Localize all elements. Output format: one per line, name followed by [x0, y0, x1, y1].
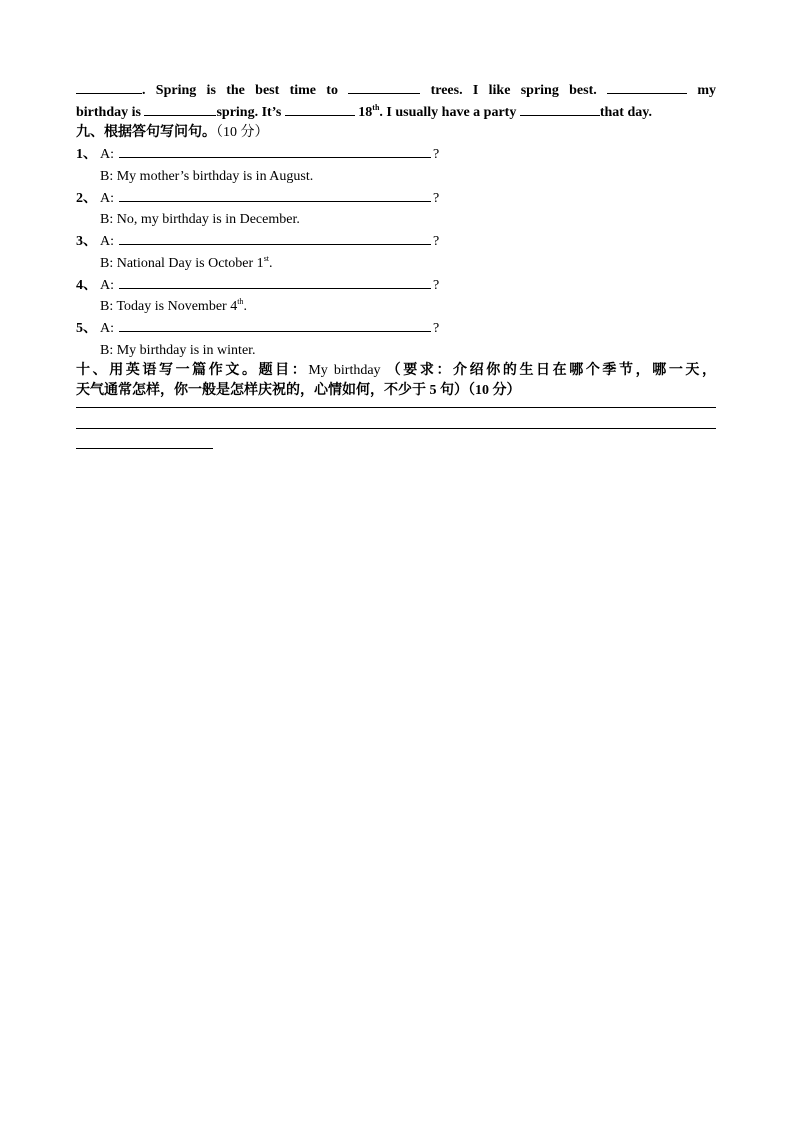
- section-title: 十、用英语写一篇作文。题目：: [76, 362, 309, 378]
- fill-blank[interactable]: [348, 79, 420, 94]
- passage-text: . I usually have a party: [379, 105, 517, 120]
- essay-requirements: （要求：介绍你的生日在哪个季节，哪一天，: [386, 362, 717, 378]
- ordinal-suffix: st: [263, 253, 270, 263]
- section-10-heading: [76, 361, 716, 381]
- question-mark: ?: [433, 234, 440, 249]
- essay-writing-line[interactable]: [76, 448, 213, 449]
- answer-blank[interactable]: [119, 187, 431, 202]
- passage-text: that day.: [599, 105, 652, 120]
- question-line: [76, 230, 716, 253]
- fill-blank[interactable]: [285, 101, 355, 116]
- section-9-heading: [76, 123, 716, 143]
- question-item: [76, 143, 716, 187]
- question-list: [76, 143, 716, 361]
- answer-line: [76, 253, 716, 274]
- answer-text: B: My birthday is in winter.: [100, 342, 256, 358]
- question-item: [76, 187, 716, 231]
- fill-blank[interactable]: [607, 79, 687, 94]
- fill-blank[interactable]: [144, 101, 216, 116]
- speaker-label: A:: [100, 190, 114, 206]
- question-number: 1、: [76, 147, 97, 162]
- answer-line: [76, 296, 716, 317]
- ordinal-suffix: th: [237, 297, 244, 306]
- answer-blank[interactable]: [119, 274, 431, 289]
- answer-text: B: No, my birthday is in December.: [100, 212, 300, 227]
- question-mark: ?: [433, 147, 440, 162]
- question-mark: ?: [433, 190, 440, 206]
- answer-line: [76, 166, 716, 187]
- question-line: [76, 274, 716, 297]
- essay-topic: My birthday: [308, 362, 381, 378]
- essay-writing-line[interactable]: [76, 428, 716, 429]
- question-mark: ?: [433, 321, 440, 336]
- passage-text: my: [697, 83, 717, 98]
- section-10-requirements: [76, 381, 716, 401]
- section-score: （10 分）: [216, 125, 269, 140]
- ordinal-suffix: th: [372, 103, 380, 112]
- question-number: 2、: [76, 190, 97, 206]
- answer-tail: .: [269, 255, 273, 271]
- passage-text: 18: [358, 105, 373, 120]
- passage-text: trees. I like spring best.: [430, 83, 597, 98]
- answer-blank[interactable]: [119, 230, 431, 245]
- passage-text: . Spring is the best time to: [142, 83, 338, 98]
- question-mark: ?: [433, 277, 440, 293]
- question-line: [76, 143, 716, 166]
- essay-requirements-cont: 天气通常怎样，你一般是怎样庆祝的，心情如何，不少于 5 句）（10 分）: [76, 382, 521, 398]
- answer-text: B: National Day is October 1: [100, 255, 264, 271]
- answer-text: B: Today is November 4: [100, 299, 238, 314]
- answer-blank[interactable]: [119, 143, 431, 158]
- question-item: [76, 317, 716, 361]
- passage-line-2: [76, 101, 716, 123]
- question-number: 5、: [76, 321, 97, 336]
- passage-text: spring. It’s: [216, 105, 282, 120]
- answer-blank[interactable]: [119, 317, 431, 332]
- content-area: [76, 79, 716, 401]
- essay-writing-line[interactable]: [76, 407, 716, 408]
- answer-tail: .: [243, 299, 247, 314]
- fill-blank[interactable]: [76, 79, 142, 94]
- speaker-label: A:: [100, 147, 114, 162]
- question-item: [76, 274, 716, 318]
- section-title: 九、根据答句写问句。: [76, 125, 216, 140]
- speaker-label: A:: [100, 321, 114, 336]
- passage-text: birthday is: [76, 105, 141, 120]
- question-item: [76, 230, 716, 274]
- speaker-label: A:: [100, 234, 114, 249]
- fill-blank[interactable]: [520, 101, 600, 116]
- question-number: 3、: [76, 234, 97, 249]
- question-line: [76, 187, 716, 210]
- answer-line: [76, 340, 716, 361]
- question-number: 4、: [76, 277, 97, 293]
- answer-line: [76, 209, 716, 230]
- question-line: [76, 317, 716, 340]
- answer-text: B: My mother’s birthday is in August.: [100, 168, 314, 184]
- passage-line-1: [76, 79, 716, 101]
- speaker-label: A:: [100, 277, 114, 293]
